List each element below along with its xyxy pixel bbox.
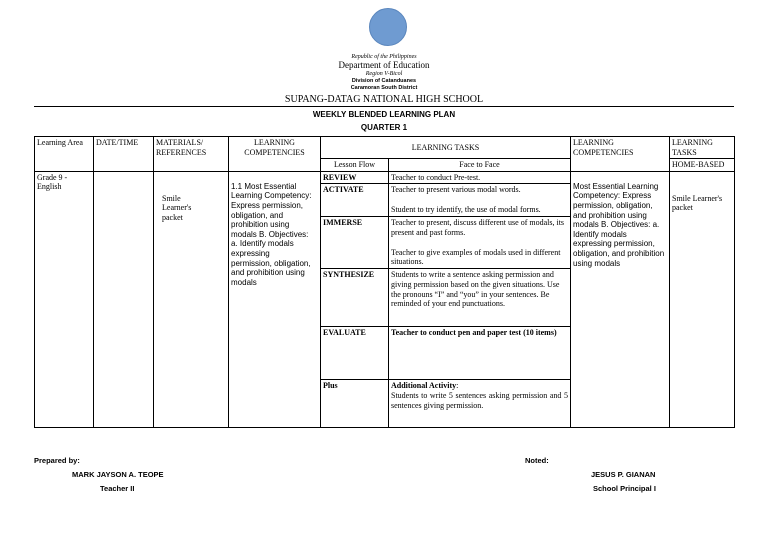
plus-cell: [389, 380, 571, 428]
date-time-header: DATE/TIME: [94, 137, 154, 172]
materials-cell: Smile Learner's packet: [154, 171, 229, 428]
learning-tasks-header: LEARNING TASKS: [321, 137, 571, 159]
header-row: [35, 137, 735, 159]
lesson-plan-table: [34, 136, 735, 428]
review-label: REVIEW: [321, 171, 389, 184]
plus-label: Plus: [321, 380, 389, 428]
plus-title: Additional Activity: [391, 381, 457, 391]
plan-title: WEEKLY BLENDED LEARNING PLAN: [312, 110, 456, 119]
immerse-label: IMMERSE: [321, 217, 389, 269]
immerse-text-1: Teacher to present, discuss different use of modals, its present and past forms.: [391, 218, 565, 237]
noter-name: JESUS P. GIANAN: [591, 470, 656, 479]
evaluate-text: Teacher to conduct pen and paper test (10 items): [389, 327, 571, 380]
materials-header: MATERIALS/ REFERENCES: [154, 137, 229, 172]
evaluate-label: EVALUATE: [321, 327, 389, 380]
noted-label: Noted:: [525, 456, 549, 465]
review-text: Teacher to conduct Pre-test.: [389, 171, 571, 184]
plus-text: Students to write 5 sentences asking permission and 5 sentences giving permission.: [391, 390, 568, 410]
learning-area-header: Learning Area: [35, 137, 94, 172]
lesson-flow-header: Lesson Flow: [321, 159, 389, 172]
activate-label: ACTIVATE: [321, 184, 389, 217]
competency-cell-2: Most Essential Learning Competency: Express permission, obligation, and prohibition using modals B. Objectives: a. Identify modals expressing permission, obligation, and prohibition using modals: [571, 171, 670, 428]
header-divider: [34, 106, 734, 107]
preparer-name: MARK JAYSON A. TEOPE: [72, 470, 164, 479]
quarter-label: QUARTER 1: [360, 123, 408, 132]
synthesize-label: SYNTHESIZE: [321, 269, 389, 327]
date-time-cell: [94, 171, 154, 428]
division-label: Division of Catanduanes: [351, 78, 417, 84]
noter-title: School Principal I: [593, 484, 656, 493]
review-row: [35, 171, 735, 184]
activate-cell: [389, 184, 571, 217]
department-label: Department of Education: [338, 60, 430, 70]
republic-label: Republic of the Philippines: [351, 54, 417, 60]
region-label: Region V-Bicol: [365, 71, 403, 77]
synthesize-text: Students to write a sentence asking permission and giving permission based on the given situations. Use the pronouns “I” and “you” in your sentences. Be reminded of your end punctuations.: [389, 269, 571, 327]
learning-area-cell: Grade 9 - English: [35, 171, 94, 428]
plus-title-colon: :: [456, 381, 459, 391]
preparer-title: Teacher II: [100, 484, 135, 493]
immerse-text-2: Teacher to give examples of modals used in different situations.: [391, 247, 561, 267]
competency-cell: 1.1 Most Essential Learning Competency: Express permission, obligation, and prohibition using modals B. Objectives: a. Identify modals expressing permission, obligation, and prohibition using modals: [229, 171, 321, 428]
immerse-cell: [389, 217, 571, 269]
prepared-by-label: Prepared by:: [34, 456, 80, 465]
school-name: SUPANG-DATAG NATIONAL HIGH SCHOOL: [284, 94, 484, 105]
home-based-header: HOME-BASED: [670, 159, 735, 172]
home-based-cell: Smile Learner's packet: [670, 171, 735, 428]
activate-text-1: Teacher to present various modal words.: [391, 185, 521, 195]
competencies-header: LEARNING COMPETENCIES: [229, 137, 321, 172]
district-label: Caramoran South District: [350, 85, 418, 91]
activate-text-2: Student to try identify, the use of modal forms.: [391, 204, 541, 214]
deped-seal: [369, 8, 407, 46]
learning-tasks-header-2: LEARNING TASKS: [670, 137, 735, 159]
face-to-face-header: Face to Face: [389, 159, 571, 172]
competencies-header-2: LEARNING COMPETENCIES: [571, 137, 670, 172]
